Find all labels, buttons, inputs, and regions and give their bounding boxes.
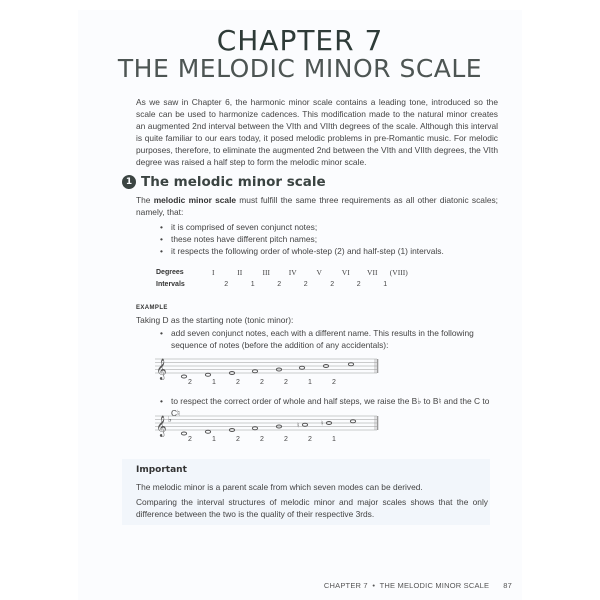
interval-cell: 2 xyxy=(330,280,335,288)
interval-cell: 1 xyxy=(250,280,255,288)
interval-number: 2 xyxy=(188,436,192,443)
requirements-list xyxy=(160,221,500,257)
interval-number: 2 xyxy=(284,379,288,386)
staff2-intervals xyxy=(188,436,356,443)
interval-number: 2 xyxy=(236,379,240,386)
interval-number: 2 xyxy=(332,379,336,386)
degree-cell: V xyxy=(316,267,322,277)
degree-cell: VI xyxy=(341,267,350,277)
example-step-1 xyxy=(160,327,490,351)
degree-cell: I xyxy=(212,267,215,277)
chapter-title: THE MELODIC MINOR SCALE xyxy=(117,54,483,83)
interval-cell: 2 xyxy=(277,280,282,288)
running-head: CHAPTER 7 • THE MELODIC MINOR SCALE xyxy=(323,581,490,590)
interval-cell: 2 xyxy=(356,280,361,288)
treble-clef-icon: 𝄞 xyxy=(156,359,167,380)
degrees-label: Degrees xyxy=(156,268,184,276)
list-item: • add seven conjunct notes, each with a different name. This results in the following sequence of notes (before the addition of any accidentals): xyxy=(160,327,490,351)
interval-number: 1 xyxy=(308,379,312,386)
section-lead xyxy=(136,194,498,218)
interval-number: 1 xyxy=(212,379,216,386)
lead-prefix: The xyxy=(136,195,154,205)
interval-cell: 2 xyxy=(303,280,308,288)
important-paragraph-2: Comparing the interval structures of melodic minor and major scales shows that the only difference between the two is the quality of their respective 3rds. xyxy=(136,497,488,519)
intervals-row xyxy=(156,278,412,290)
degree-cell: III xyxy=(262,267,270,277)
intervals-label: Intervals xyxy=(156,280,185,288)
lead-suffix: must fulfill the same three requirements as all other diatonic scales; namely, that: xyxy=(136,195,498,217)
list-item: • these notes have different pitch names; xyxy=(160,233,500,245)
lead-term: melodic minor scale xyxy=(153,195,237,205)
section-title: The melodic minor scale xyxy=(141,174,326,190)
intro-paragraph: As we saw in Chapter 6, the harmonic minor scale contains a leading tone, introduced so the scale can be used to harmonize cadences. This modification made to the natural minor creates an augmented 2nd interval between the VIth and VIIth degrees of the scale. Although this interval is quite familiar to our ears today, it posed melodic problems in pre-Romantic music. For melodic purposes, therefore, to eliminate the augmented 2nd between the VIth and VIIth degrees, the VIth degree was raised a half step to form the melodic minor scale. xyxy=(136,97,498,167)
interval-number: 2 xyxy=(308,436,312,443)
interval-number: 2 xyxy=(284,436,288,443)
treble-clef-icon: 𝄞 xyxy=(156,416,167,437)
degree-interval-table xyxy=(156,266,412,290)
example-lead: Taking D as the starting note (tonic minor): xyxy=(136,315,294,325)
list-item: • it respects the following order of whole-step (2) and half-step (1) intervals. xyxy=(160,245,500,257)
degree-cell: II xyxy=(237,267,243,277)
flat-key-signature-icon: ♭ xyxy=(168,415,172,424)
section-heading xyxy=(122,174,326,190)
interval-number: 1 xyxy=(332,436,336,443)
degrees-row xyxy=(156,266,412,278)
interval-number: 2 xyxy=(260,379,264,386)
interval-cell: 1 xyxy=(383,280,388,288)
interval-cell: 2 xyxy=(224,280,229,288)
important-paragraph-1: The melodic minor is a parent scale from which seven modes can be derived. xyxy=(136,482,423,492)
page-number: 87 xyxy=(503,581,512,590)
natural-sign-icon: ♮ xyxy=(321,419,324,428)
degree-cell: IV xyxy=(288,267,297,277)
interval-number: 2 xyxy=(236,436,240,443)
list-item: • it is comprised of seven conjunct notes; xyxy=(160,221,500,233)
section-number-icon: 1 xyxy=(122,175,136,189)
interval-number: 1 xyxy=(212,436,216,443)
important-title: Important xyxy=(136,465,187,475)
degree-cell: VII xyxy=(367,267,378,277)
staff1-intervals xyxy=(188,379,356,386)
interval-number: 2 xyxy=(260,436,264,443)
example-label: EXAMPLE xyxy=(136,305,168,311)
natural-sign-icon: ♮ xyxy=(297,421,300,430)
interval-number: 2 xyxy=(188,379,192,386)
chapter-number: CHAPTER 7 xyxy=(216,24,384,57)
degree-cell: (VIII) xyxy=(389,267,408,277)
list-item: • to respect the correct order of whole and half steps, we raise the B♭ to B♮ and the C to C♮ xyxy=(160,395,500,419)
page-footer xyxy=(324,581,512,590)
